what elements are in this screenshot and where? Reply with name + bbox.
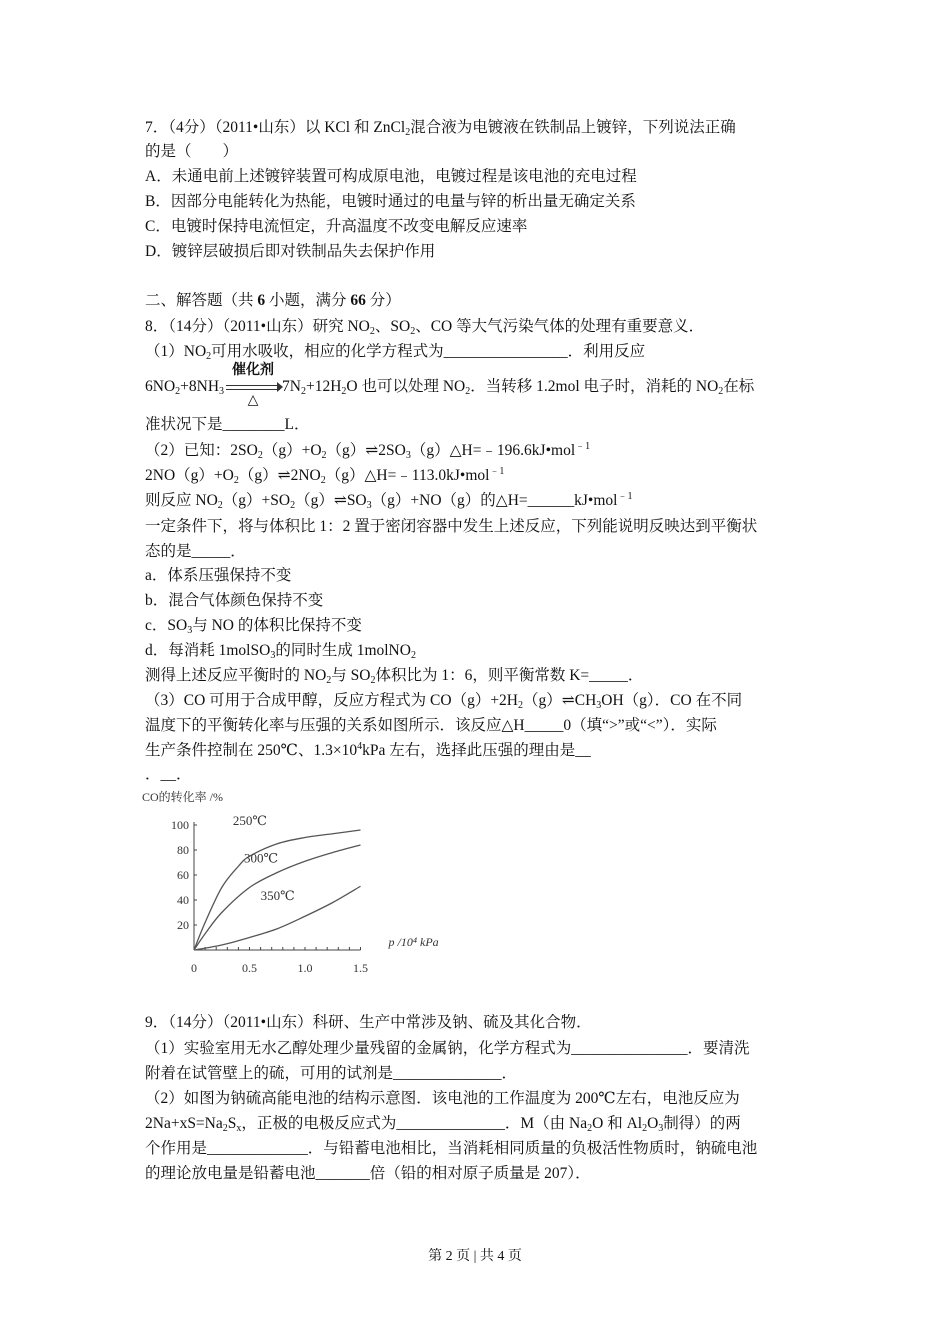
y-tick-label: 20 bbox=[177, 918, 189, 932]
subscript: 3 bbox=[270, 650, 276, 661]
y-tick-label: 100 bbox=[171, 818, 189, 832]
text-segment: kJ•mol bbox=[574, 492, 618, 509]
answer-blank: ______ bbox=[527, 492, 575, 509]
text-line bbox=[145, 342, 645, 362]
text-segment: O bbox=[647, 1115, 659, 1132]
text-segment: S bbox=[227, 1115, 237, 1132]
subscript: 2 bbox=[206, 351, 212, 362]
text-segment: （g）△H=﹣113.0kJ•mol bbox=[325, 467, 490, 484]
series-label: 250℃ bbox=[232, 813, 267, 828]
subscript: 2 bbox=[587, 1123, 593, 1134]
text-line bbox=[145, 1089, 740, 1109]
text-line bbox=[145, 1013, 592, 1033]
subscript: 2 bbox=[175, 386, 181, 397]
superscript: ﹣1 bbox=[575, 441, 591, 452]
text-segment: 倍（铅的相对原子质量是 207）． bbox=[369, 1165, 591, 1182]
subscript: 2 bbox=[217, 500, 223, 511]
superscript: ﹣1 bbox=[617, 491, 633, 502]
text-segment: ．要清洗 bbox=[687, 1040, 750, 1057]
subscript: 2 bbox=[718, 386, 724, 397]
text-line bbox=[145, 1114, 741, 1134]
x-tick-label: 1.0 bbox=[297, 961, 313, 975]
text-segment: （g）+SO bbox=[222, 492, 291, 509]
text-line bbox=[145, 291, 401, 311]
text-segment: +12H bbox=[305, 378, 342, 395]
answer-blank: ______________ bbox=[396, 1115, 505, 1132]
text-segment: 2Na+xS=Na bbox=[145, 1115, 223, 1132]
text-segment: 的理论放电量是铅蓄电池 bbox=[145, 1165, 316, 1182]
text-segment: 在标 bbox=[723, 378, 755, 395]
subscript: 2 bbox=[370, 675, 376, 686]
bold-text: 6 bbox=[257, 292, 266, 309]
subscript: 3 bbox=[219, 386, 225, 397]
text-segment: 与 NO 的体积比保持不变 bbox=[192, 617, 362, 634]
subscript: 3 bbox=[405, 450, 411, 461]
bold-text: 66 bbox=[350, 292, 366, 309]
text-segment: A．未通电前上述镀锌装置可构成原电池，电镀过程是该电池的充电过程 bbox=[145, 168, 637, 185]
text-segment: （3）CO 可用于合成甲醇，反应方程式为 CO（g）+2H bbox=[145, 692, 519, 709]
series-label: 300℃ bbox=[243, 850, 278, 866]
page-footer: 第 2 页 | 共 4 页 bbox=[428, 1249, 522, 1264]
answer-blank: _______________ bbox=[571, 1040, 688, 1057]
subscript: 2 bbox=[518, 700, 524, 711]
text-line bbox=[145, 1164, 591, 1184]
text-segment: （2）已知：2SO bbox=[145, 442, 258, 459]
text-segment: 0（填“>”或“<”）．实际 bbox=[563, 717, 717, 734]
text-segment: ，正极的电极反应式为 bbox=[241, 1115, 397, 1132]
text-line bbox=[145, 542, 246, 562]
text-segment: （g）⇌2NO bbox=[238, 467, 321, 484]
subscript: 2 bbox=[642, 1123, 648, 1134]
heat-label: △ bbox=[247, 393, 259, 409]
text-segment: c．SO bbox=[145, 617, 188, 634]
text-segment: 体积比为 1：6，则平衡常数 K= bbox=[375, 667, 590, 684]
text-segment: O 和 Al bbox=[592, 1115, 643, 1132]
subscript: 2 bbox=[410, 326, 416, 337]
subscript: 2 bbox=[300, 386, 306, 397]
text-segment: 测得上述反应平衡时的 NO bbox=[145, 667, 327, 684]
subscript: 3 bbox=[596, 700, 602, 711]
series-label: 350℃ bbox=[260, 888, 295, 903]
text-segment: 态的是 bbox=[145, 543, 192, 560]
text-segment: ． bbox=[176, 766, 192, 783]
text-segment: ． bbox=[230, 543, 246, 560]
answer-blank: ．__ bbox=[145, 766, 177, 783]
text-segment: C．电镀时保持电流恒定，升高温度不改变电解反应速率 bbox=[145, 218, 528, 235]
subscript: 2 bbox=[233, 475, 239, 486]
subscript: 2 bbox=[405, 127, 411, 138]
subscript: 2 bbox=[326, 675, 332, 686]
text-segment: 分） bbox=[365, 292, 401, 309]
superscript: 4 bbox=[357, 741, 363, 752]
text-segment: 7．（4分）（2011•山东）以 KCl 和 ZnCl bbox=[145, 119, 406, 136]
co-conversion-chart bbox=[140, 785, 460, 975]
text-segment: ．与铅蓄电池相比，当消耗相同质量的负极活性物质时，钠硫电池 bbox=[307, 1140, 758, 1157]
answer-blank: _____________ bbox=[207, 1140, 308, 1157]
text-line bbox=[145, 242, 435, 262]
text-segment: D．镀锌层破损后即对铁制品失去保护作用 bbox=[145, 243, 436, 260]
text-line bbox=[145, 641, 416, 661]
y-tick-label: 60 bbox=[177, 868, 189, 882]
text-line bbox=[145, 317, 704, 337]
text-line bbox=[145, 616, 362, 636]
text-line bbox=[145, 765, 192, 785]
subscript: 2 bbox=[320, 475, 326, 486]
text-segment: 一定条件下，将与体积比 1：2 置于密闭容器中发生上述反应，下列能说明反映达到平衡状 bbox=[145, 518, 758, 535]
answer-blank: __ bbox=[575, 742, 591, 759]
text-segment: 二、解答题（共 bbox=[145, 292, 258, 309]
text-line bbox=[145, 1064, 517, 1084]
subscript: 3 bbox=[658, 1123, 664, 1134]
text-segment: ．利用反应 bbox=[567, 343, 646, 360]
subscript: 2 bbox=[369, 326, 375, 337]
subscript: x bbox=[236, 1123, 242, 1134]
subscript: 3 bbox=[366, 500, 372, 511]
text-segment: （g）+O bbox=[262, 442, 322, 459]
answer-blank: _______ bbox=[315, 1165, 370, 1182]
answer-blank: ________________ bbox=[443, 343, 568, 360]
answer-blank: _____ bbox=[524, 717, 564, 734]
text-segment: a．体系压强保持不变 bbox=[145, 567, 292, 584]
text-segment: b．混合气体颜色保持不变 bbox=[145, 592, 324, 609]
text-segment: （g）△H=﹣196.6kJ•mol bbox=[410, 442, 576, 459]
y-tick-label: 40 bbox=[177, 893, 189, 907]
text-line bbox=[145, 566, 291, 586]
text-segment: kPa 左右，选择此压强的理由是 bbox=[362, 742, 576, 759]
text-line bbox=[145, 591, 323, 611]
text-line bbox=[145, 118, 736, 138]
text-segment: ．当转移 1.2mol 电子时，消耗的 NO bbox=[470, 378, 719, 395]
text-segment: 生产条件控制在 250℃、1.3×10 bbox=[145, 742, 358, 759]
text-segment: 7N bbox=[282, 378, 301, 395]
text-segment: 6NO bbox=[145, 378, 176, 395]
reaction-arrow bbox=[224, 363, 282, 409]
text-line bbox=[145, 142, 238, 162]
text-line bbox=[145, 466, 504, 486]
text-segment: 2NO（g）+O bbox=[145, 467, 234, 484]
text-segment: B．因部分电能转化为热能，电镀时通过的电量与锌的析出量无确定关系 bbox=[145, 193, 636, 210]
subscript: 2 bbox=[341, 386, 347, 397]
text-line bbox=[145, 716, 717, 736]
text-line bbox=[145, 415, 309, 435]
text-segment: 可用水吸收，相应的化学方程式为 bbox=[211, 343, 444, 360]
text-segment: 的是（ ） bbox=[145, 143, 239, 160]
subscript: 2 bbox=[257, 450, 263, 461]
text-segment: 温度下的平衡转化率与压强的关系如图所示．该反应△H bbox=[145, 717, 525, 734]
text-segment: ．M（由 Na bbox=[504, 1115, 588, 1132]
x-tick-label: 0.5 bbox=[242, 961, 257, 975]
text-segment: +8NH bbox=[180, 378, 220, 395]
text-line bbox=[145, 666, 643, 686]
text-segment: 、CO 等大气污染气体的处理有重要意义． bbox=[415, 318, 705, 335]
text-segment: 混合液为电镀液在铁制品上镀锌，下列说法正确 bbox=[410, 119, 736, 136]
text-segment: O 也可以处理 NO bbox=[346, 378, 466, 395]
text-line bbox=[145, 217, 527, 237]
text-line bbox=[145, 741, 591, 761]
answer-blank: _____ bbox=[191, 543, 231, 560]
superscript: ﹣1 bbox=[489, 466, 505, 477]
text-line bbox=[145, 1139, 757, 1159]
subscript: 2 bbox=[321, 450, 327, 461]
subscript: 2 bbox=[222, 1123, 228, 1134]
text-segment: （g）⇌CH bbox=[523, 692, 597, 709]
chart-title: CO的转化率 /% bbox=[142, 790, 224, 804]
text-segment: d．每消耗 1molSO bbox=[145, 642, 271, 659]
text-line bbox=[145, 192, 636, 212]
x-tick-label: 1.5 bbox=[353, 961, 368, 975]
answer-blank: ________ bbox=[222, 416, 285, 433]
text-line bbox=[145, 517, 757, 537]
answer-blank: ______________ bbox=[393, 1065, 502, 1082]
text-segment: 9．（14分）（2011•山东）科研、生产中常涉及钠、硫及其化合物． bbox=[145, 1014, 592, 1031]
x-axis-label: p /10⁴ kPa bbox=[388, 935, 439, 949]
text-segment: （2）如图为钠硫高能电池的结构示意图．该电池的工作温度为 200℃左右，电池反应为 bbox=[145, 1090, 740, 1107]
text-segment: （g）+NO（g）的△H= bbox=[371, 492, 528, 509]
text-segment: 、SO bbox=[374, 318, 411, 335]
subscript: 2 bbox=[465, 386, 471, 397]
text-line bbox=[145, 167, 637, 187]
text-segment: L． bbox=[284, 416, 310, 433]
text-segment: 小题，满分 bbox=[265, 292, 351, 309]
text-line bbox=[145, 691, 742, 711]
text-segment: （1）实验室用无水乙醇处理少量残留的金属钠，化学方程式为 bbox=[145, 1040, 572, 1057]
text-segment: 制得）的两 bbox=[663, 1115, 741, 1132]
x-tick-label: 0 bbox=[191, 961, 197, 975]
catalyst-label: 催化剂 bbox=[232, 363, 275, 379]
text-segment: ． bbox=[501, 1065, 518, 1082]
answer-blank: _____ bbox=[589, 667, 628, 684]
subscript: 3 bbox=[187, 625, 193, 636]
subscript: 2 bbox=[410, 650, 416, 661]
text-segment: 附着在试管壁上的硫，可用的试剂是 bbox=[145, 1065, 394, 1082]
text-segment: 个作用是 bbox=[145, 1140, 208, 1157]
text-segment: 准状况下是 bbox=[145, 416, 223, 433]
text-segment: 的同时生成 1molNO bbox=[275, 642, 411, 659]
text-segment: （g）⇌2SO bbox=[326, 442, 406, 459]
text-segment: 8．（14分）（2011•山东）研究 NO bbox=[145, 318, 370, 335]
text-segment: 则反应 NO bbox=[145, 492, 218, 509]
y-tick-label: 80 bbox=[177, 843, 189, 857]
subscript: 2 bbox=[290, 500, 296, 511]
text-segment: 与 SO bbox=[331, 667, 371, 684]
text-segment: ． bbox=[627, 667, 644, 684]
text-line bbox=[145, 441, 590, 461]
text-segment: （1）NO bbox=[145, 343, 207, 360]
text-line bbox=[145, 491, 632, 511]
text-line bbox=[145, 363, 755, 409]
arrow-shaft bbox=[226, 385, 280, 390]
text-segment: OH（g）．CO 在不同 bbox=[601, 692, 743, 709]
text-segment: （g）⇌SO bbox=[295, 492, 367, 509]
text-line bbox=[145, 1039, 750, 1059]
